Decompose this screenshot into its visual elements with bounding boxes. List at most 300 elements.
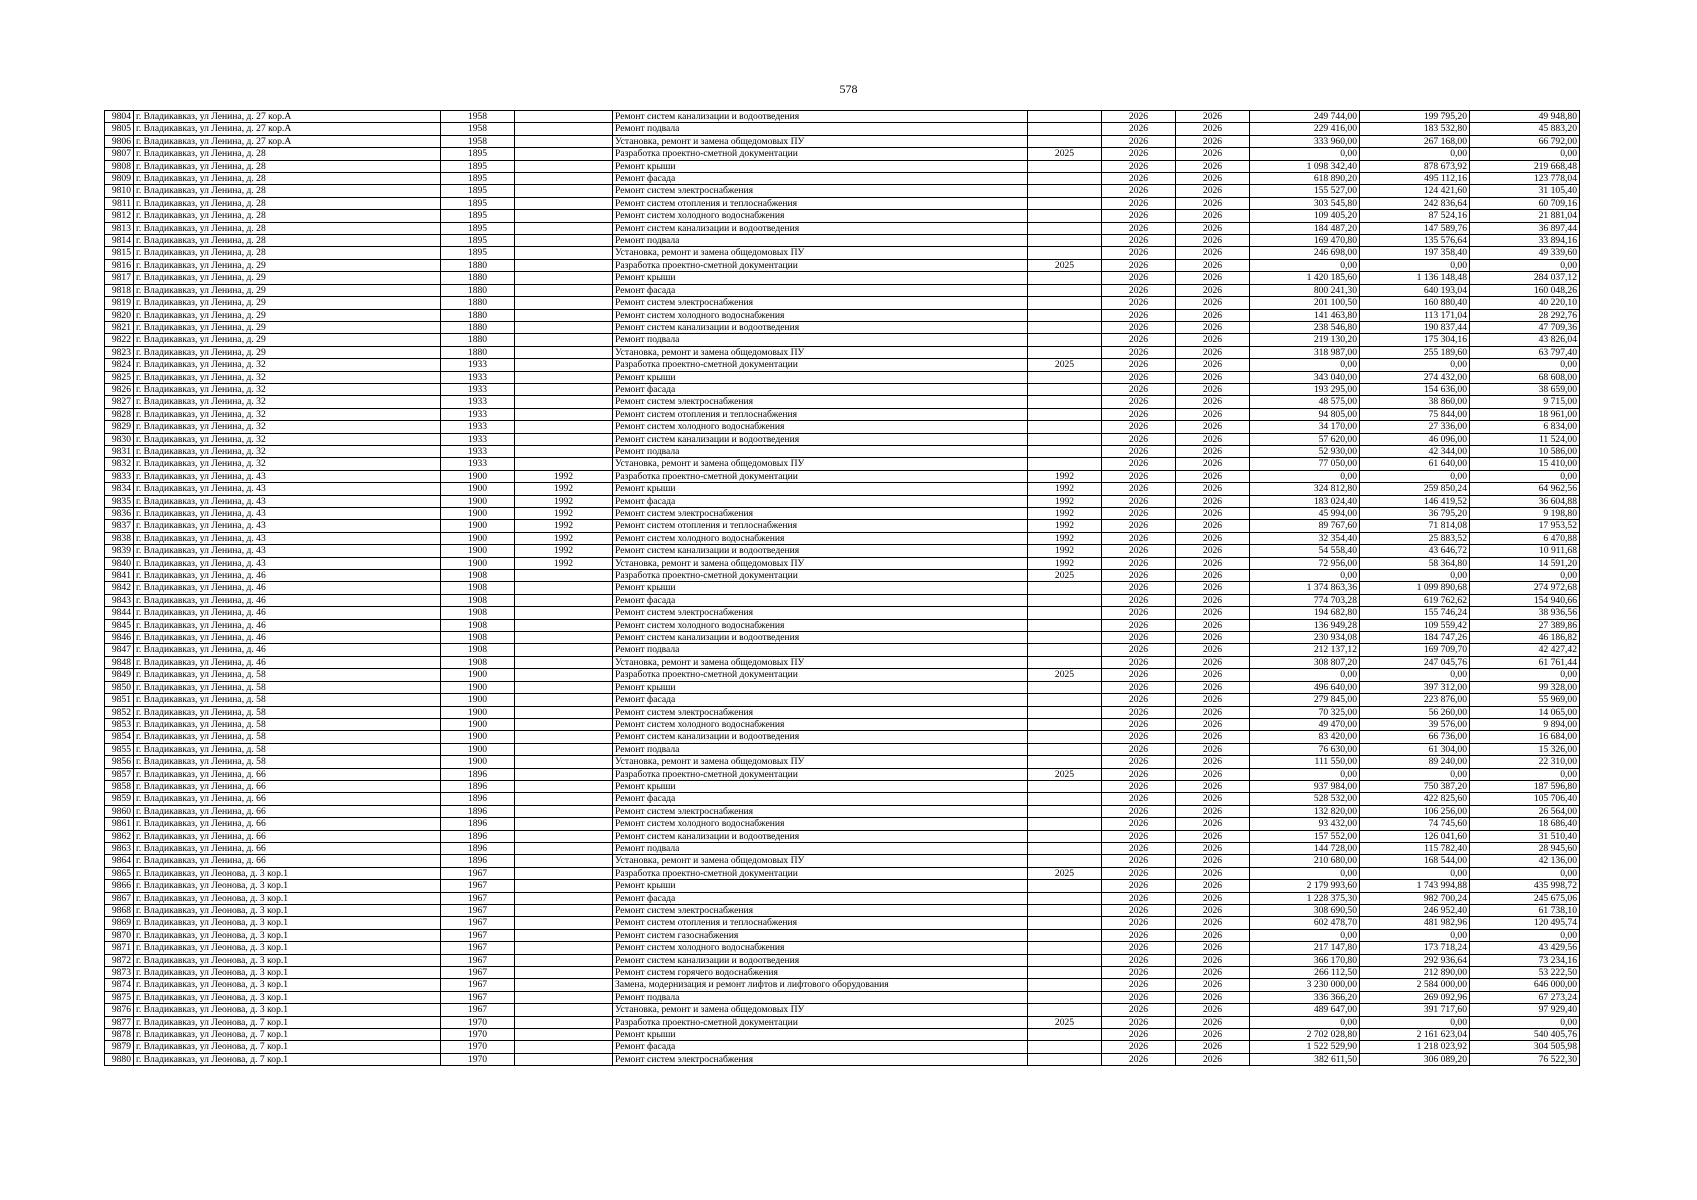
total-cost-cell: 54 558,40 xyxy=(1250,545,1360,557)
fund-cost-cell: 183 532,80 xyxy=(1360,123,1470,135)
owner-cost-cell: 154 940,66 xyxy=(1470,594,1580,606)
table-row xyxy=(105,135,1580,147)
last-repair-year-cell xyxy=(515,917,613,929)
row-number-cell: 9812 xyxy=(105,210,134,222)
row-number-cell: 9853 xyxy=(105,718,134,730)
row-number-cell: 9843 xyxy=(105,594,134,606)
owner-cost-cell: 9 198,80 xyxy=(1470,508,1580,520)
owner-cost-cell: 68 608,00 xyxy=(1470,371,1580,383)
row-number-cell: 9877 xyxy=(105,1016,134,1028)
plan-start-year-cell: 2026 xyxy=(1102,780,1176,792)
address-cell: г. Владикавказ, ул Ленина, д. 58 xyxy=(134,694,441,706)
address-cell: г. Владикавказ, ул Ленина, д. 58 xyxy=(134,743,441,755)
plan-start-year-cell: 2026 xyxy=(1102,210,1176,222)
total-cost-cell: 1 374 863,36 xyxy=(1250,582,1360,594)
plan-end-year-cell: 2026 xyxy=(1176,346,1250,358)
table-row xyxy=(105,706,1580,718)
total-cost-cell: 2 702 028,80 xyxy=(1250,1029,1360,1041)
build-year-cell: 1967 xyxy=(441,929,515,941)
design-year-cell xyxy=(1028,756,1102,768)
owner-cost-cell: 120 495,74 xyxy=(1470,917,1580,929)
last-repair-year-cell xyxy=(515,582,613,594)
fund-cost-cell: 242 836,64 xyxy=(1360,197,1470,209)
fund-cost-cell: 481 982,96 xyxy=(1360,917,1470,929)
build-year-cell: 1933 xyxy=(441,458,515,470)
fund-cost-cell: 397 312,00 xyxy=(1360,681,1470,693)
row-number-cell: 9865 xyxy=(105,867,134,879)
address-cell: г. Владикавказ, ул Ленина, д. 28 xyxy=(134,148,441,160)
owner-cost-cell: 17 953,52 xyxy=(1470,520,1580,532)
last-repair-year-cell xyxy=(515,396,613,408)
fund-cost-cell: 2 161 623,04 xyxy=(1360,1029,1470,1041)
build-year-cell: 1967 xyxy=(441,1004,515,1016)
design-year-cell: 2025 xyxy=(1028,867,1102,879)
work-type-cell: Ремонт систем канализации и водоотведения xyxy=(613,731,1028,743)
last-repair-year-cell: 1992 xyxy=(515,520,613,532)
owner-cost-cell: 160 048,26 xyxy=(1470,284,1580,296)
address-cell: г. Владикавказ, ул Ленина, д. 29 xyxy=(134,284,441,296)
work-type-cell: Ремонт систем отопления и теплоснабжения xyxy=(613,917,1028,929)
build-year-cell: 1895 xyxy=(441,235,515,247)
owner-cost-cell: 6 470,88 xyxy=(1470,532,1580,544)
address-cell: г. Владикавказ, ул Леонова, д. 3 кор.1 xyxy=(134,867,441,879)
owner-cost-cell: 38 659,00 xyxy=(1470,383,1580,395)
total-cost-cell: 366 170,80 xyxy=(1250,954,1360,966)
fund-cost-cell: 1 136 148,48 xyxy=(1360,272,1470,284)
last-repair-year-cell xyxy=(515,731,613,743)
last-repair-year-cell xyxy=(515,173,613,185)
last-repair-year-cell xyxy=(515,259,613,271)
address-cell: г. Владикавказ, ул Ленина, д. 43 xyxy=(134,508,441,520)
work-type-cell: Ремонт систем электроснабжения xyxy=(613,905,1028,917)
table-row xyxy=(105,123,1580,135)
total-cost-cell: 0,00 xyxy=(1250,669,1360,681)
table-row xyxy=(105,594,1580,606)
work-type-cell: Ремонт систем отопления и теплоснабжения xyxy=(613,408,1028,420)
owner-cost-cell: 42 136,00 xyxy=(1470,855,1580,867)
work-type-cell: Ремонт систем отопления и теплоснабжения xyxy=(613,197,1028,209)
design-year-cell xyxy=(1028,1004,1102,1016)
total-cost-cell: 1 420 185,60 xyxy=(1250,272,1360,284)
owner-cost-cell: 31 510,40 xyxy=(1470,830,1580,842)
address-cell: г. Владикавказ, ул Леонова, д. 7 кор.1 xyxy=(134,1053,441,1065)
last-repair-year-cell xyxy=(515,1004,613,1016)
row-number-cell: 9811 xyxy=(105,197,134,209)
last-repair-year-cell: 1992 xyxy=(515,495,613,507)
design-year-cell xyxy=(1028,830,1102,842)
build-year-cell: 1896 xyxy=(441,768,515,780)
plan-end-year-cell: 2026 xyxy=(1176,570,1250,582)
page-number: 578 xyxy=(839,82,858,96)
address-cell: г. Владикавказ, ул Ленина, д. 28 xyxy=(134,197,441,209)
plan-start-year-cell: 2026 xyxy=(1102,1029,1176,1041)
plan-end-year-cell: 2026 xyxy=(1176,582,1250,594)
plan-end-year-cell: 2026 xyxy=(1176,359,1250,371)
total-cost-cell: 800 241,30 xyxy=(1250,284,1360,296)
last-repair-year-cell xyxy=(515,694,613,706)
fund-cost-cell: 106 256,00 xyxy=(1360,805,1470,817)
work-type-cell: Ремонт подвала xyxy=(613,842,1028,854)
work-type-cell: Ремонт фасада xyxy=(613,383,1028,395)
address-cell: г. Владикавказ, ул Ленина, д. 32 xyxy=(134,458,441,470)
work-type-cell: Ремонт систем электроснабжения xyxy=(613,607,1028,619)
total-cost-cell: 157 552,00 xyxy=(1250,830,1360,842)
work-type-cell: Ремонт систем канализации и водоотведения xyxy=(613,222,1028,234)
design-year-cell xyxy=(1028,185,1102,197)
owner-cost-cell: 46 186,82 xyxy=(1470,632,1580,644)
total-cost-cell: 193 295,00 xyxy=(1250,383,1360,395)
owner-cost-cell: 0,00 xyxy=(1470,669,1580,681)
total-cost-cell: 528 532,00 xyxy=(1250,793,1360,805)
total-cost-cell: 0,00 xyxy=(1250,929,1360,941)
plan-start-year-cell: 2026 xyxy=(1102,793,1176,805)
owner-cost-cell: 28 292,76 xyxy=(1470,309,1580,321)
design-year-cell xyxy=(1028,346,1102,358)
row-number-cell: 9824 xyxy=(105,359,134,371)
plan-start-year-cell: 2026 xyxy=(1102,954,1176,966)
total-cost-cell: 217 147,80 xyxy=(1250,942,1360,954)
last-repair-year-cell xyxy=(515,445,613,457)
plan-start-year-cell: 2026 xyxy=(1102,694,1176,706)
owner-cost-cell: 0,00 xyxy=(1470,929,1580,941)
work-type-cell: Ремонт систем канализации и водоотведения xyxy=(613,433,1028,445)
design-year-cell xyxy=(1028,793,1102,805)
fund-cost-cell: 175 304,16 xyxy=(1360,334,1470,346)
address-cell: г. Владикавказ, ул Ленина, д. 29 xyxy=(134,259,441,271)
work-type-cell: Ремонт крыши xyxy=(613,880,1028,892)
last-repair-year-cell xyxy=(515,594,613,606)
plan-end-year-cell: 2026 xyxy=(1176,718,1250,730)
total-cost-cell: 136 949,28 xyxy=(1250,619,1360,631)
last-repair-year-cell xyxy=(515,818,613,830)
plan-end-year-cell: 2026 xyxy=(1176,160,1250,172)
fund-cost-cell: 0,00 xyxy=(1360,259,1470,271)
plan-end-year-cell: 2026 xyxy=(1176,780,1250,792)
plan-end-year-cell: 2026 xyxy=(1176,272,1250,284)
address-cell: г. Владикавказ, ул Ленина, д. 66 xyxy=(134,793,441,805)
table-row xyxy=(105,396,1580,408)
owner-cost-cell: 99 328,00 xyxy=(1470,681,1580,693)
row-number-cell: 9879 xyxy=(105,1041,134,1053)
fund-cost-cell: 38 860,00 xyxy=(1360,396,1470,408)
plan-start-year-cell: 2026 xyxy=(1102,396,1176,408)
build-year-cell: 1900 xyxy=(441,731,515,743)
build-year-cell: 1958 xyxy=(441,135,515,147)
work-type-cell: Установка, ремонт и замена общедомовых ПУ xyxy=(613,346,1028,358)
table-row xyxy=(105,495,1580,507)
fund-cost-cell: 58 364,80 xyxy=(1360,557,1470,569)
address-cell: г. Владикавказ, ул Ленина, д. 66 xyxy=(134,842,441,854)
design-year-cell xyxy=(1028,247,1102,259)
design-year-cell xyxy=(1028,334,1102,346)
total-cost-cell: 52 930,00 xyxy=(1250,445,1360,457)
plan-start-year-cell: 2026 xyxy=(1102,346,1176,358)
row-number-cell: 9846 xyxy=(105,632,134,644)
last-repair-year-cell xyxy=(515,967,613,979)
build-year-cell: 1900 xyxy=(441,694,515,706)
work-type-cell: Ремонт крыши xyxy=(613,483,1028,495)
plan-start-year-cell: 2026 xyxy=(1102,632,1176,644)
owner-cost-cell: 274 972,68 xyxy=(1470,582,1580,594)
table-row xyxy=(105,433,1580,445)
row-number-cell: 9864 xyxy=(105,855,134,867)
last-repair-year-cell xyxy=(515,222,613,234)
design-year-cell xyxy=(1028,1029,1102,1041)
table-row xyxy=(105,272,1580,284)
build-year-cell: 1967 xyxy=(441,967,515,979)
plan-end-year-cell: 2026 xyxy=(1176,148,1250,160)
owner-cost-cell: 64 962,56 xyxy=(1470,483,1580,495)
fund-cost-cell: 306 089,20 xyxy=(1360,1053,1470,1065)
total-cost-cell: 132 820,00 xyxy=(1250,805,1360,817)
plan-end-year-cell: 2026 xyxy=(1176,123,1250,135)
plan-end-year-cell: 2026 xyxy=(1176,768,1250,780)
plan-start-year-cell: 2026 xyxy=(1102,669,1176,681)
last-repair-year-cell: 1992 xyxy=(515,470,613,482)
fund-cost-cell: 36 795,20 xyxy=(1360,508,1470,520)
owner-cost-cell: 31 105,40 xyxy=(1470,185,1580,197)
work-type-cell: Ремонт крыши xyxy=(613,582,1028,594)
table-row xyxy=(105,1029,1580,1041)
fund-cost-cell: 199 795,20 xyxy=(1360,111,1470,123)
total-cost-cell: 308 807,20 xyxy=(1250,656,1360,668)
plan-start-year-cell: 2026 xyxy=(1102,991,1176,1003)
owner-cost-cell: 40 220,10 xyxy=(1470,297,1580,309)
table-row xyxy=(105,632,1580,644)
table-row xyxy=(105,718,1580,730)
plan-start-year-cell: 2026 xyxy=(1102,445,1176,457)
work-type-cell: Ремонт крыши xyxy=(613,1029,1028,1041)
total-cost-cell: 230 934,08 xyxy=(1250,632,1360,644)
owner-cost-cell: 0,00 xyxy=(1470,1016,1580,1028)
total-cost-cell: 336 366,20 xyxy=(1250,991,1360,1003)
plan-start-year-cell: 2026 xyxy=(1102,855,1176,867)
build-year-cell: 1908 xyxy=(441,570,515,582)
fund-cost-cell: 184 747,26 xyxy=(1360,632,1470,644)
design-year-cell: 1992 xyxy=(1028,557,1102,569)
work-type-cell: Ремонт систем электроснабжения xyxy=(613,508,1028,520)
total-cost-cell: 602 478,70 xyxy=(1250,917,1360,929)
table-row xyxy=(105,892,1580,904)
owner-cost-cell: 33 894,16 xyxy=(1470,235,1580,247)
owner-cost-cell: 45 883,20 xyxy=(1470,123,1580,135)
total-cost-cell: 343 040,00 xyxy=(1250,371,1360,383)
plan-end-year-cell: 2026 xyxy=(1176,867,1250,879)
total-cost-cell: 70 325,00 xyxy=(1250,706,1360,718)
design-year-cell xyxy=(1028,780,1102,792)
plan-end-year-cell: 2026 xyxy=(1176,1016,1250,1028)
design-year-cell xyxy=(1028,433,1102,445)
design-year-cell: 1992 xyxy=(1028,520,1102,532)
address-cell: г. Владикавказ, ул Ленина, д. 58 xyxy=(134,756,441,768)
build-year-cell: 1900 xyxy=(441,669,515,681)
row-number-cell: 9844 xyxy=(105,607,134,619)
plan-start-year-cell: 2026 xyxy=(1102,272,1176,284)
last-repair-year-cell xyxy=(515,309,613,321)
last-repair-year-cell: 1992 xyxy=(515,545,613,557)
fund-cost-cell: 1 099 890,68 xyxy=(1360,582,1470,594)
fund-cost-cell: 168 544,00 xyxy=(1360,855,1470,867)
design-year-cell xyxy=(1028,408,1102,420)
build-year-cell: 1880 xyxy=(441,334,515,346)
table-row xyxy=(105,1004,1580,1016)
fund-cost-cell: 1 218 023,92 xyxy=(1360,1041,1470,1053)
table-row xyxy=(105,1053,1580,1065)
build-year-cell: 1880 xyxy=(441,321,515,333)
plan-start-year-cell: 2026 xyxy=(1102,905,1176,917)
design-year-cell xyxy=(1028,917,1102,929)
last-repair-year-cell xyxy=(515,421,613,433)
work-type-cell: Ремонт систем электроснабжения xyxy=(613,1053,1028,1065)
plan-start-year-cell: 2026 xyxy=(1102,247,1176,259)
fund-cost-cell: 42 344,00 xyxy=(1360,445,1470,457)
plan-end-year-cell: 2026 xyxy=(1176,644,1250,656)
address-cell: г. Владикавказ, ул Ленина, д. 46 xyxy=(134,570,441,582)
build-year-cell: 1895 xyxy=(441,160,515,172)
build-year-cell: 1933 xyxy=(441,396,515,408)
fund-cost-cell: 269 092,96 xyxy=(1360,991,1470,1003)
build-year-cell: 1967 xyxy=(441,954,515,966)
last-repair-year-cell xyxy=(515,954,613,966)
address-cell: г. Владикавказ, ул Ленина, д. 29 xyxy=(134,309,441,321)
build-year-cell: 1896 xyxy=(441,780,515,792)
fund-cost-cell: 89 240,00 xyxy=(1360,756,1470,768)
owner-cost-cell: 284 037,12 xyxy=(1470,272,1580,284)
work-type-cell: Ремонт систем холодного водоснабжения xyxy=(613,818,1028,830)
last-repair-year-cell xyxy=(515,135,613,147)
row-number-cell: 9832 xyxy=(105,458,134,470)
address-cell: г. Владикавказ, ул Ленина, д. 66 xyxy=(134,818,441,830)
address-cell: г. Владикавказ, ул Ленина, д. 46 xyxy=(134,582,441,594)
fund-cost-cell: 169 709,70 xyxy=(1360,644,1470,656)
build-year-cell: 1967 xyxy=(441,917,515,929)
plan-start-year-cell: 2026 xyxy=(1102,297,1176,309)
plan-start-year-cell: 2026 xyxy=(1102,706,1176,718)
table-row xyxy=(105,842,1580,854)
last-repair-year-cell xyxy=(515,632,613,644)
work-type-cell: Ремонт систем холодного водоснабжения xyxy=(613,532,1028,544)
last-repair-year-cell: 1992 xyxy=(515,483,613,495)
last-repair-year-cell xyxy=(515,681,613,693)
row-number-cell: 9861 xyxy=(105,818,134,830)
build-year-cell: 1970 xyxy=(441,1029,515,1041)
row-number-cell: 9841 xyxy=(105,570,134,582)
design-year-cell xyxy=(1028,383,1102,395)
design-year-cell xyxy=(1028,818,1102,830)
build-year-cell: 1880 xyxy=(441,272,515,284)
address-cell: г. Владикавказ, ул Ленина, д. 58 xyxy=(134,706,441,718)
address-cell: г. Владикавказ, ул Ленина, д. 28 xyxy=(134,247,441,259)
fund-cost-cell: 39 576,00 xyxy=(1360,718,1470,730)
total-cost-cell: 169 470,80 xyxy=(1250,235,1360,247)
address-cell: г. Владикавказ, ул Ленина, д. 66 xyxy=(134,768,441,780)
build-year-cell: 1895 xyxy=(441,185,515,197)
last-repair-year-cell xyxy=(515,979,613,991)
plan-start-year-cell: 2026 xyxy=(1102,359,1176,371)
work-type-cell: Ремонт систем отопления и теплоснабжения xyxy=(613,520,1028,532)
total-cost-cell: 0,00 xyxy=(1250,867,1360,879)
plan-start-year-cell: 2026 xyxy=(1102,148,1176,160)
build-year-cell: 1970 xyxy=(441,1041,515,1053)
plan-start-year-cell: 2026 xyxy=(1102,458,1176,470)
plan-start-year-cell: 2026 xyxy=(1102,520,1176,532)
design-year-cell: 2025 xyxy=(1028,570,1102,582)
last-repair-year-cell xyxy=(515,706,613,718)
table-row xyxy=(105,669,1580,681)
last-repair-year-cell xyxy=(515,929,613,941)
plan-start-year-cell: 2026 xyxy=(1102,235,1176,247)
fund-cost-cell: 61 640,00 xyxy=(1360,458,1470,470)
plan-start-year-cell: 2026 xyxy=(1102,570,1176,582)
address-cell: г. Владикавказ, ул Леонова, д. 3 кор.1 xyxy=(134,942,441,954)
row-number-cell: 9808 xyxy=(105,160,134,172)
plan-end-year-cell: 2026 xyxy=(1176,421,1250,433)
fund-cost-cell: 71 814,08 xyxy=(1360,520,1470,532)
table-row xyxy=(105,743,1580,755)
address-cell: г. Владикавказ, ул Ленина, д. 46 xyxy=(134,632,441,644)
table-row xyxy=(105,545,1580,557)
plan-end-year-cell: 2026 xyxy=(1176,793,1250,805)
plan-end-year-cell: 2026 xyxy=(1176,991,1250,1003)
owner-cost-cell: 0,00 xyxy=(1470,570,1580,582)
plan-end-year-cell: 2026 xyxy=(1176,235,1250,247)
design-year-cell xyxy=(1028,284,1102,296)
last-repair-year-cell xyxy=(515,185,613,197)
plan-start-year-cell: 2026 xyxy=(1102,383,1176,395)
table-row xyxy=(105,309,1580,321)
work-type-cell: Ремонт фасада xyxy=(613,892,1028,904)
total-cost-cell: 1 228 375,30 xyxy=(1250,892,1360,904)
build-year-cell: 1908 xyxy=(441,607,515,619)
design-year-cell xyxy=(1028,880,1102,892)
address-cell: г. Владикавказ, ул Леонова, д. 3 кор.1 xyxy=(134,1004,441,1016)
row-number-cell: 9838 xyxy=(105,532,134,544)
total-cost-cell: 184 487,20 xyxy=(1250,222,1360,234)
address-cell: г. Владикавказ, ул Ленина, д. 58 xyxy=(134,669,441,681)
work-type-cell: Установка, ремонт и замена общедомовых ПУ xyxy=(613,756,1028,768)
address-cell: г. Владикавказ, ул Леонова, д. 7 кор.1 xyxy=(134,1029,441,1041)
row-number-cell: 9859 xyxy=(105,793,134,805)
total-cost-cell: 201 100,50 xyxy=(1250,297,1360,309)
build-year-cell: 1896 xyxy=(441,805,515,817)
last-repair-year-cell xyxy=(515,768,613,780)
total-cost-cell: 249 744,00 xyxy=(1250,111,1360,123)
plan-end-year-cell: 2026 xyxy=(1176,396,1250,408)
design-year-cell xyxy=(1028,160,1102,172)
plan-end-year-cell: 2026 xyxy=(1176,830,1250,842)
total-cost-cell: 0,00 xyxy=(1250,470,1360,482)
total-cost-cell: 83 420,00 xyxy=(1250,731,1360,743)
address-cell: г. Владикавказ, ул Ленина, д. 27 кор.А xyxy=(134,111,441,123)
last-repair-year-cell xyxy=(515,359,613,371)
last-repair-year-cell xyxy=(515,805,613,817)
fund-cost-cell: 878 673,92 xyxy=(1360,160,1470,172)
plan-end-year-cell: 2026 xyxy=(1176,818,1250,830)
plan-start-year-cell: 2026 xyxy=(1102,421,1176,433)
design-year-cell: 2025 xyxy=(1028,669,1102,681)
last-repair-year-cell xyxy=(515,123,613,135)
last-repair-year-cell xyxy=(515,160,613,172)
table-row xyxy=(105,197,1580,209)
work-type-cell: Ремонт фасада xyxy=(613,594,1028,606)
table-row xyxy=(105,619,1580,631)
last-repair-year-cell xyxy=(515,1029,613,1041)
last-repair-year-cell xyxy=(515,619,613,631)
design-year-cell xyxy=(1028,942,1102,954)
owner-cost-cell: 304 505,98 xyxy=(1470,1041,1580,1053)
build-year-cell: 1908 xyxy=(441,656,515,668)
total-cost-cell: 333 960,00 xyxy=(1250,135,1360,147)
